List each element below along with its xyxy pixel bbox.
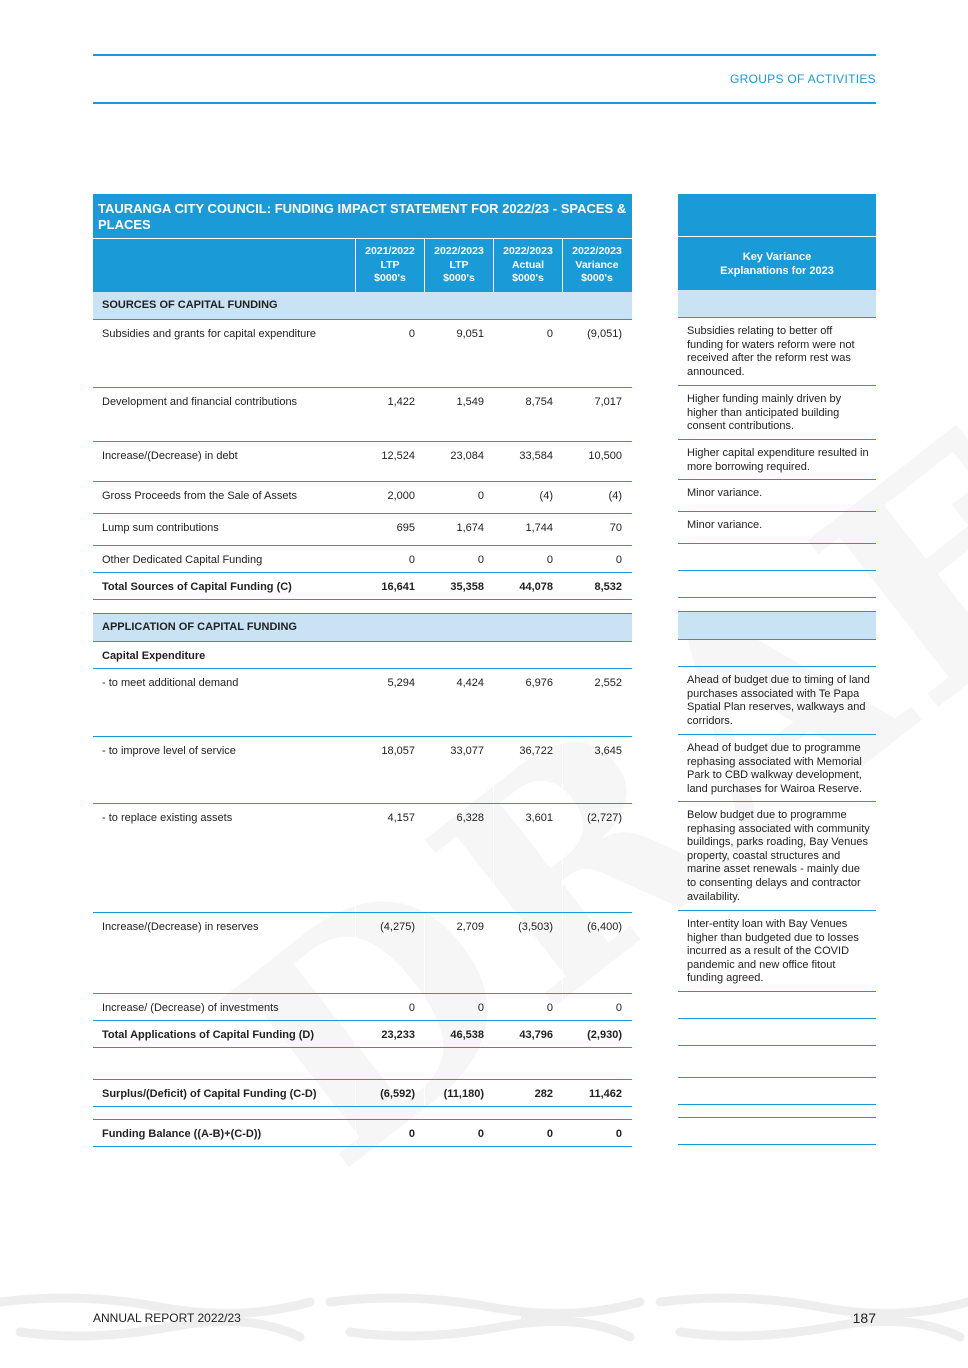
variance-note: [678, 992, 876, 1019]
col-2022-variance: 2022/2023 Variance $000's: [572, 245, 622, 285]
variance-note: [678, 1019, 876, 1046]
variance-note: Ahead of budget due to programme rephasing associated with Memorial Park to CBD walkway development, land purchases for Wairoa Reserve.: [678, 735, 876, 802]
table-row: Increase/ (Decrease) of investments 0 0 0 0: [93, 994, 632, 1021]
table-row: Increase/(Decrease) in debt 12,524 23,084 33,584 10,500: [93, 442, 632, 482]
total-sources-row: Total Sources of Capital Funding (C) 16,641 35,358 44,078 8,532: [93, 573, 632, 600]
header-rule: [93, 102, 876, 104]
variance-explanations: [678, 194, 876, 1145]
table-row: Other Dedicated Capital Funding 0 0 0 0: [93, 546, 632, 573]
funding-balance-row: Funding Balance ((A-B)+(C-D)) 0 0 0 0: [93, 1120, 632, 1147]
variance-note: [678, 1118, 876, 1145]
col-2022-actual: 2022/2023 Actual $000's: [494, 239, 563, 292]
total-applications-row: Total Applications of Capital Funding (D) 23,233 46,538 43,796 (2,930): [93, 1021, 632, 1048]
table-row: Gross Proceeds from the Sale of Assets 2,000 0 (4) (4): [93, 482, 632, 514]
variance-note: [678, 640, 876, 667]
section-sources-heading: SOURCES OF CAPITAL FUNDING: [93, 292, 632, 320]
capex-heading-row: Capital Expenditure: [93, 642, 632, 669]
variance-note: Higher capital expenditure resulted in more borrowing required.: [678, 440, 876, 480]
table-row: - to meet additional demand 5,294 4,424 6,976 2,552: [93, 669, 632, 737]
section-label: GROUPS OF ACTIVITIES: [729, 72, 876, 86]
variance-note: [678, 571, 876, 598]
table-row: Subsidies and grants for capital expenditure 0 9,051 0 (9,051): [93, 320, 632, 388]
table-row: - to improve level of service 18,057 33,077 36,722 3,645: [93, 737, 632, 804]
surplus-row: Surplus/(Deficit) of Capital Funding (C-D) (6,592) (11,180) 282 11,462: [93, 1080, 632, 1107]
variance-note: [678, 544, 876, 571]
section-application-heading: APPLICATION OF CAPITAL FUNDING: [93, 613, 632, 642]
table-row: - to replace existing assets 4,157 6,328 3,601 (2,727): [93, 804, 632, 913]
variance-note: Minor variance.: [678, 480, 876, 512]
col-2022-ltp: 2022/2023 LTP $000's: [425, 239, 494, 292]
footer-report-title: ANNUAL REPORT 2022/23: [93, 1311, 241, 1325]
funding-impact-table: [93, 194, 632, 1147]
variance-note: [678, 1105, 876, 1118]
variance-note: [678, 1046, 876, 1078]
variance-header: Key Variance Explanations for 2023: [678, 236, 876, 290]
table-row: Increase/(Decrease) in reserves (4,275) 2,709 (3,503) (6,400): [93, 913, 632, 994]
variance-note: [678, 1078, 876, 1105]
page-number: 187: [852, 1310, 876, 1326]
variance-note: Ahead of budget due to timing of land purchases associated with Te Papa Spatial Plan reserves, walkways and corridors.: [678, 667, 876, 735]
col-2021-ltp: 2021/2022 LTP $000's: [356, 239, 425, 292]
variance-note: Higher funding mainly driven by higher than anticipated building consent contributions.: [678, 386, 876, 440]
variance-note: Inter-entity loan with Bay Venues higher than budgeted due to losses incurred as a result of the COVID pandemic and new office fitout funding agreed.: [678, 911, 876, 992]
variance-note: Below budget due to programme rephasing associated with community buildings, parks roading, Bay Venues property, coastal structures and marine asset renewals - mainly due to consenting delays and contractor availability.: [678, 802, 876, 911]
top-rule: [93, 54, 876, 56]
table-title: TAURANGA CITY COUNCIL: FUNDING IMPACT STATEMENT FOR 2022/23 - SPACES & PLACES: [93, 194, 632, 238]
table-row: Lump sum contributions 695 1,674 1,744 70: [93, 514, 632, 546]
table-row: Development and financial contributions 1,422 1,549 8,754 7,017: [93, 388, 632, 442]
variance-note: Subsidies relating to better off funding for waters reform were not received after the reform rest was announced.: [678, 318, 876, 386]
variance-note: Minor variance.: [678, 512, 876, 544]
column-header-row: [93, 238, 632, 292]
